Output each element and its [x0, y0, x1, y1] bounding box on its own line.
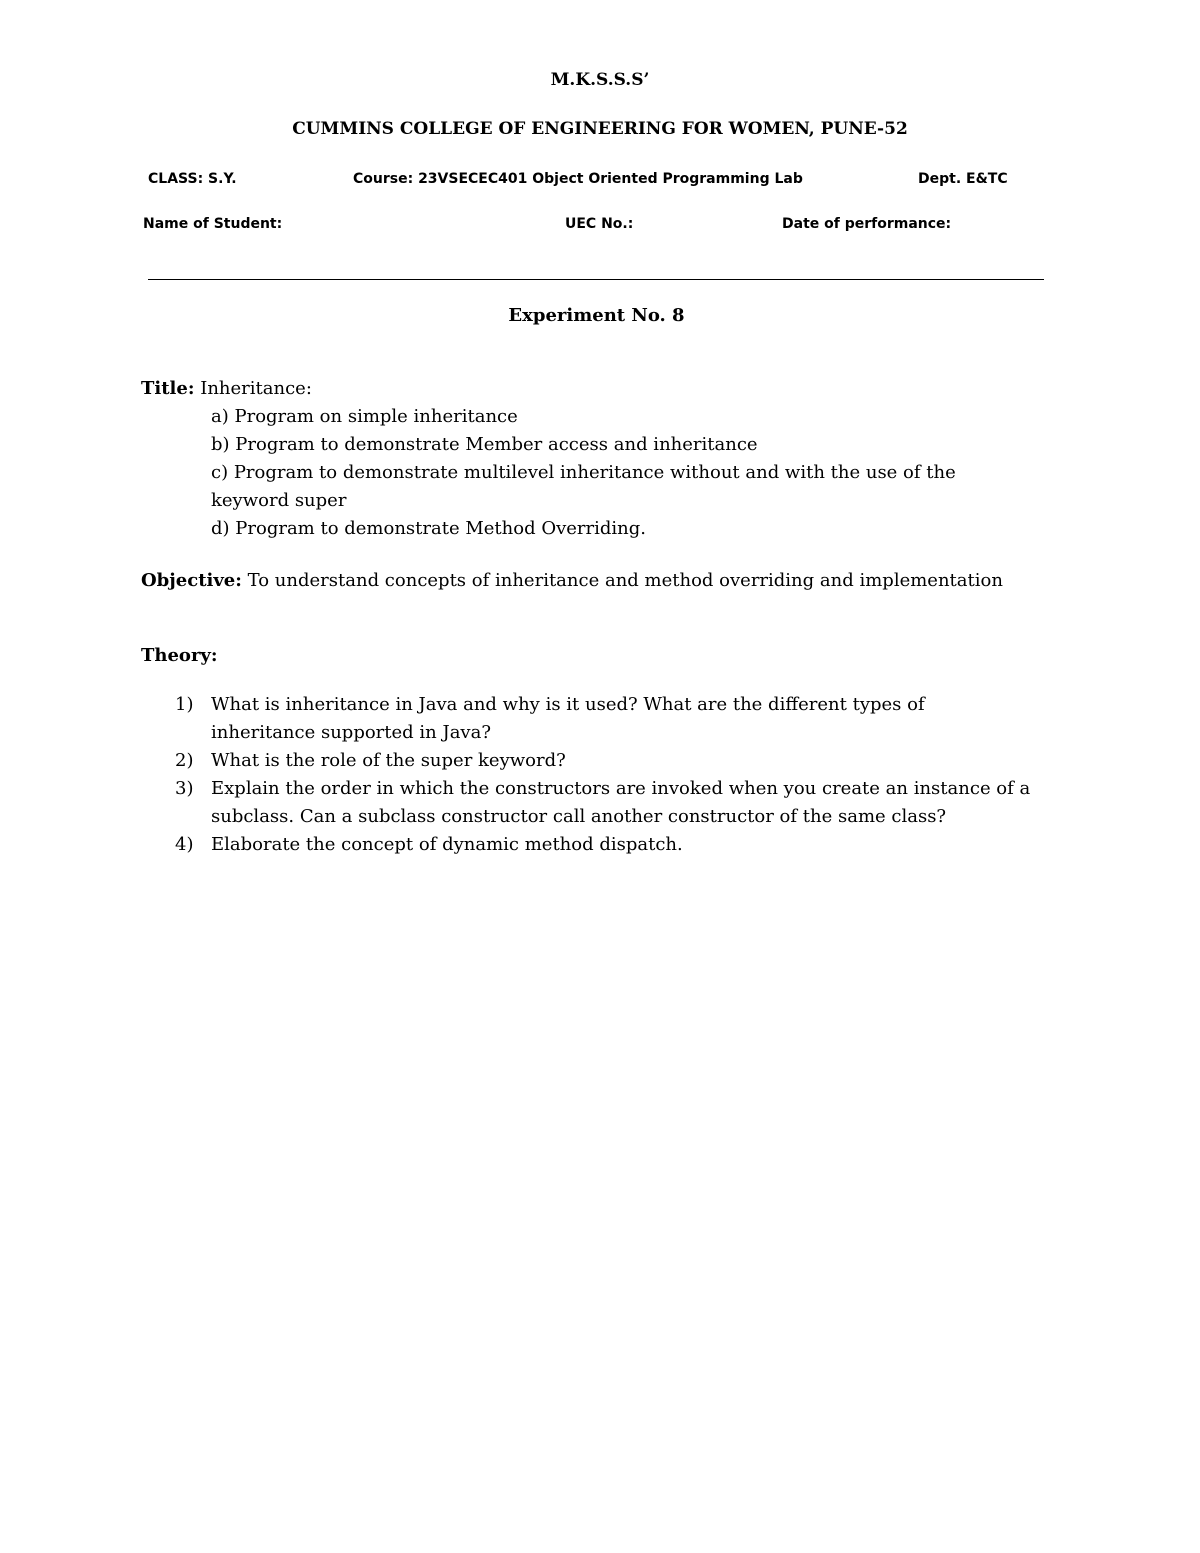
uec-label: UEC No.: — [565, 216, 634, 232]
title-item: d) Program to demonstrate Method Overriding. — [211, 518, 646, 539]
question-line: subclass. Can a subclass constructor call another constructor of the same class? — [211, 806, 947, 827]
dept-label: Dept. E&TC — [918, 171, 1008, 187]
organization-name: M.K.S.S.S’ — [550, 70, 650, 90]
objective-label: Objective: — [141, 570, 242, 591]
objective-line — [141, 570, 1003, 591]
question-line: Elaborate the concept of dynamic method dispatch. — [211, 834, 683, 855]
title-item: a) Program on simple inheritance — [211, 406, 518, 427]
question-line: What is the role of the super keyword? — [211, 750, 566, 771]
question-number: 4) — [175, 834, 194, 855]
question-line: Explain the order in which the constructors are invoked when you create an instance of a — [211, 778, 1031, 799]
student-name-label: Name of Student: — [143, 216, 283, 232]
question-number: 1) — [175, 694, 194, 715]
title-label: Title: — [141, 378, 195, 399]
course-label: Course: 23VSECEC401 Object Oriented Programming Lab — [353, 171, 803, 187]
title-item: b) Program to demonstrate Member access and inheritance — [211, 434, 758, 455]
theory-label: Theory: — [141, 645, 218, 666]
header-divider — [148, 279, 1044, 280]
date-of-performance-label: Date of performance: — [782, 216, 952, 232]
question-line: inheritance supported in Java? — [211, 722, 491, 743]
title-line — [141, 378, 312, 399]
class-label: CLASS: S.Y. — [148, 171, 237, 187]
question-number: 2) — [175, 750, 194, 771]
question-line: What is inheritance in Java and why is it used? What are the different types of — [211, 694, 925, 715]
title-value: Inheritance: — [200, 378, 312, 399]
title-item: c) Program to demonstrate multilevel inheritance without and with the use of the — [211, 462, 956, 483]
experiment-number: Experiment No. 8 — [508, 305, 685, 326]
college-name: CUMMINS COLLEGE OF ENGINEERING FOR WOMEN, PUNE-52 — [292, 119, 908, 139]
title-item: keyword super — [211, 490, 347, 511]
question-number: 3) — [175, 778, 194, 799]
objective-value: To understand concepts of inheritance and method overriding and implementation — [247, 570, 1003, 591]
